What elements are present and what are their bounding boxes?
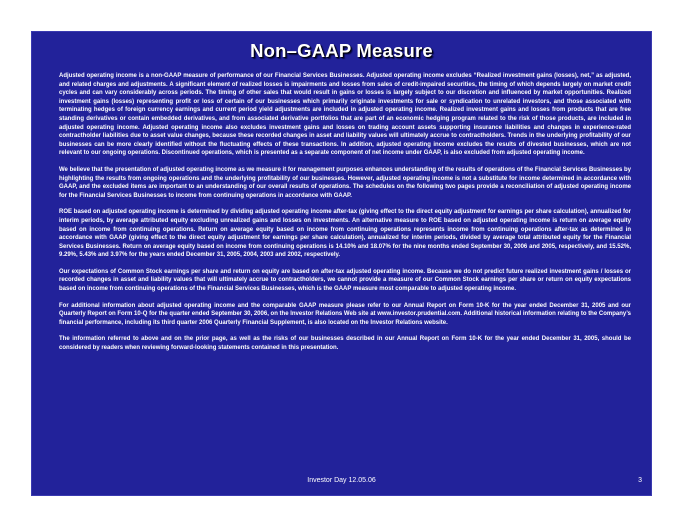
paragraph-presentation-rationale: We believe that the presentation of adjusted operating income as we measure it for management purposes enhances understanding of the results of operations of the Financial Services Businesses by highlighting the results from ongoing operations and the underlying profitability of our businesses. However, adjusted operating income is not a substitute for income determined in accordance with GAAP, and the excluded items are important to an understanding of our overall results of operations. The schedules on the following two pages provide a reconciliation of adjusted operating income for the Financial Services Businesses to income from continuing operations in accordance with GAAP. [59,166,631,199]
paragraph-additional-information: For additional information about adjusted operating income and the comparable GAAP measure please refer to our Annual Report on Form 10-K for the year ended December 31, 2005 and our Quarterly Report on Form 10-Q for the quarter ended September 30, 2006, on the Investor Relations Web site at www.investor.prudential.com. Additional historical information relating to the Company’s financial performance, including its third quarter 2006 Quarterly Financial Supplement, is also located on the Investor Relations website. [59,302,631,326]
paragraph-adjusted-operating-income: Adjusted operating income is a non-GAAP measure of performance of our Financial Services Businesses. Adjusted operating income excludes “Realized investment gains (losses), net,” as adjusted, and related charges and adjustments. A significant element of realized losses is impairments and losses from sales of credit-impaired securities, the timing of which depends largely on market credit cycles and can vary considerably across periods. The timing of other sales that would result in gains or losses is largely subject to our discretion and influenced by market opportunities. Realized investment gains (losses) representing profit or loss of certain of our businesses which primarily originate investments for sale or syndication to unrelated investors, and those associated with terminating hedges of foreign currency earnings and current period yield adjustments are included in adjusted operating income. Realized investment gains and losses from products that are free standing derivatives or contain embedded derivatives, and from associated derivative portfolios that are part of an economic hedging program related to the risk of those products, are included in adjusted operating income. Adjusted operating income also excludes investment gains and losses on trading account assets supporting insurance liabilities and changes in experience-rated contractholder liabilities due to asset value changes, because these recorded changes in asset and liability values will ultimately accrue to contractholders. Trends in the underlying profitability of our businesses can be more clearly identified without the fluctuating effects of these transactions. In addition, adjusted operating income excludes the results of divested businesses, which are not relevant to our ongoing operations. Discontinued operations, which is presented as a separate component of net income under GAAP, is also excluded from adjusted operating income. [59,73,631,157]
slide [31,31,652,496]
paragraph-forward-looking: The information referred to above and on the prior page, as well as the risks of our businesses described in our Annual Report on Form 10-K for the year ended December 31, 2005, should be considered by readers when reviewing forward-looking statements contained in this presentation. [59,336,631,352]
page-number: 3 [638,477,642,484]
slide-footer: Investor Day 12.05.06 [307,477,376,484]
slide-body [59,72,631,361]
paragraph-roe: ROE based on adjusted operating income is determined by dividing adjusted operating income after-tax (giving effect to the direct equity adjustment for earnings per share calculation), annualized for interim periods, by average attributed equity excluding unrealized gains and losses on investments. An alternative measure to ROE based on adjusted operating income is return on average equity based on income from continuing operations. Return on average equity based on income from continuing operations represents income from continuing operations after-tax as determined in accordance with GAAP (giving effect to the direct equity adjustment for earnings per share calculation), annualized for interim periods, divided by average total attributed equity for the Financial Services Businesses. Return on average equity based on income from continuing operations is 14.10% and 18.07% for the nine months ended September 30, 2006 and 2005, respectively, and 15.52%, 9.29%, 5.43% and 3.97% for the years ended December 31, 2005, 2004, 2003 and 2002, respectively. [59,209,631,259]
paragraph-expectations: Our expectations of Common Stock earnings per share and return on equity are based on after-tax adjusted operating income. Because we do not predict future realized investment gains / losses or recorded changes in asset and liability values that will ultimately accrue to contractholders, we cannot provide a measure of our Common Stock earnings per share or return on equity expectations based on income from continuing operations of the Financial Services Businesses, which is the GAAP measure most comparable to adjusted operating income. [59,268,631,293]
slide-title: Non–GAAP Measure [250,40,433,61]
